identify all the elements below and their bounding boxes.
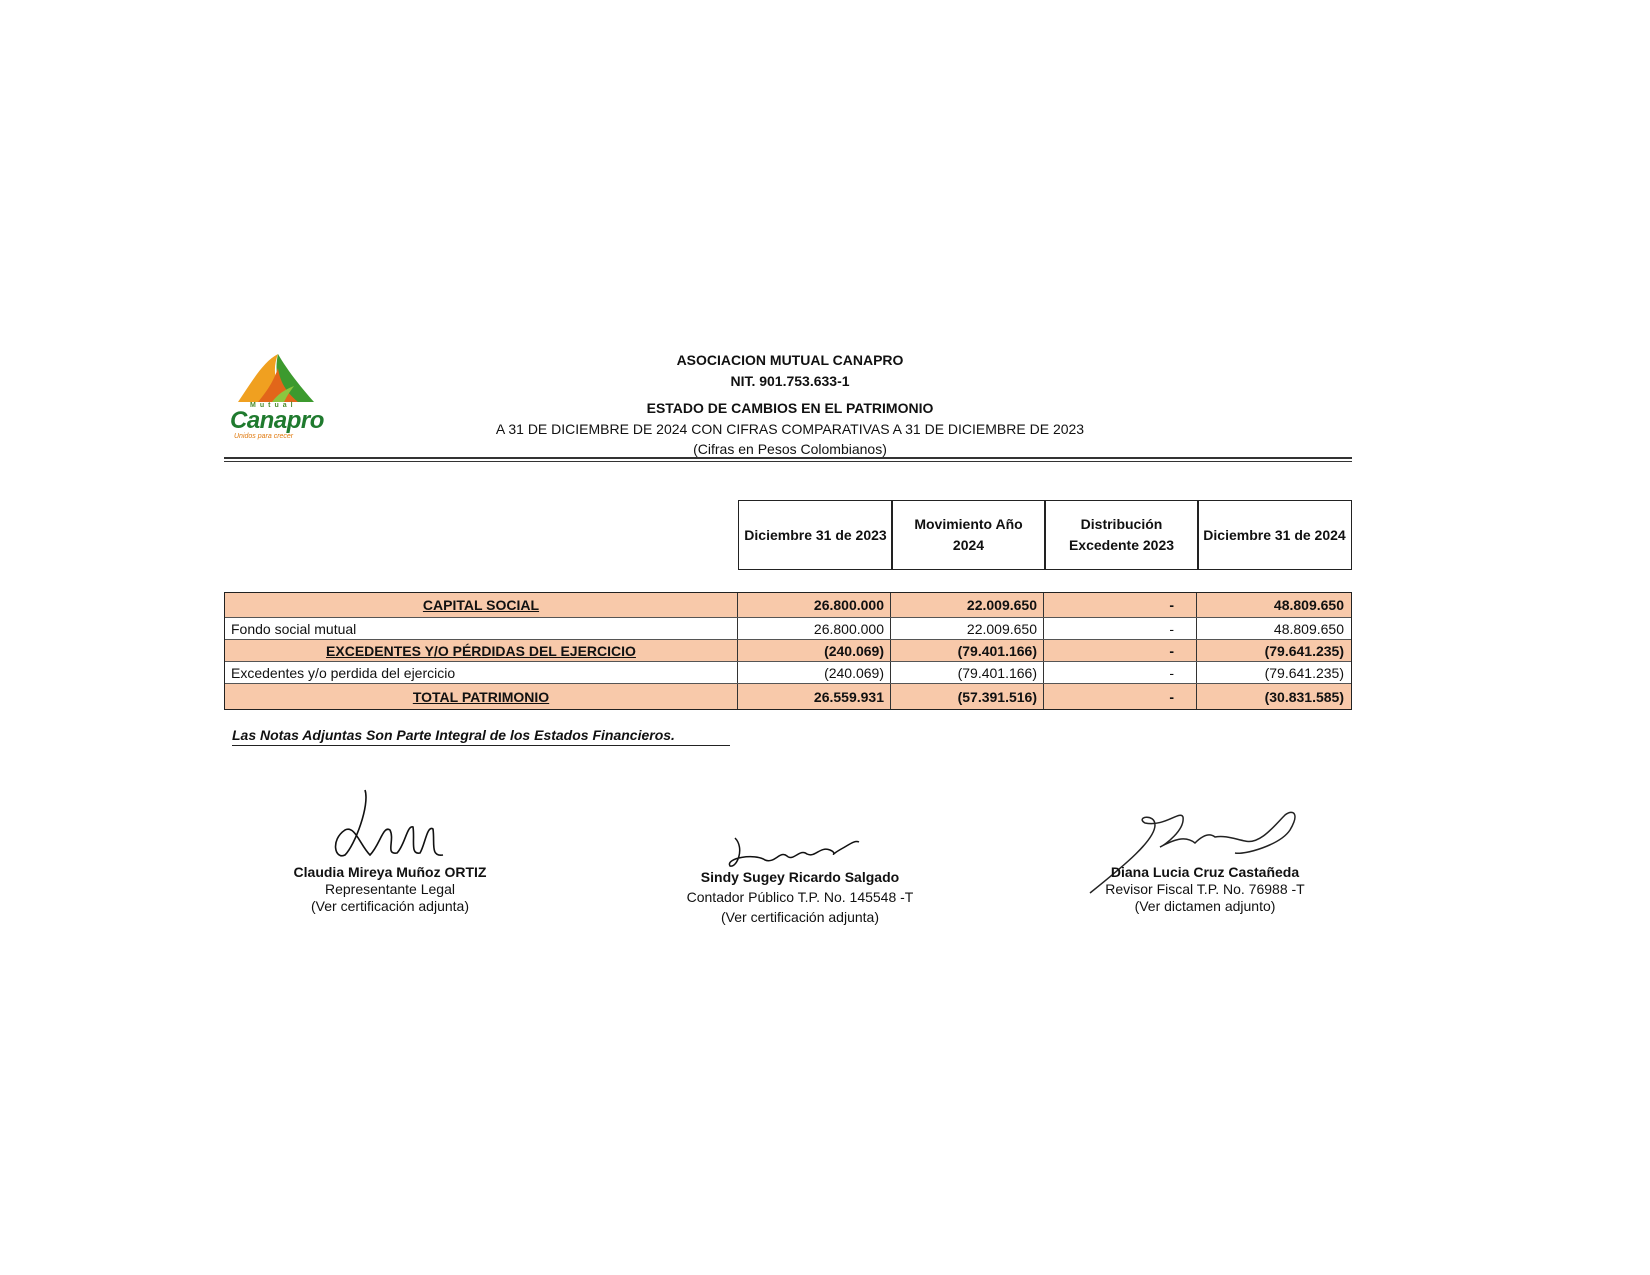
signer-reference: (Ver certificación adjunta) <box>721 909 879 925</box>
entity-name: ASOCIACION MUTUAL CANAPRO <box>676 352 904 368</box>
column-header-line1: Diciembre 31 de 2023 <box>744 526 887 543</box>
column-header-dec-2024 <box>1197 500 1352 570</box>
header-rule <box>224 457 1352 459</box>
value-distribution-2023: - <box>1044 593 1197 617</box>
signer-role: Contador Público T.P. No. 145548 -T <box>686 889 914 905</box>
value-movement-2024: 22.009.650 <box>891 593 1044 617</box>
signer-name: Sindy Sugey Ricardo Salgado <box>700 869 900 885</box>
column-header-movement-2024 <box>891 500 1046 570</box>
table-row-total-patrimonio <box>225 684 1351 709</box>
row-label: Fondo social mutual <box>225 618 738 639</box>
value-dec-2024: (79.641.235) <box>1264 642 1344 659</box>
table-row-fondo-social <box>225 618 1351 640</box>
value-dec-2024: (30.831.585) <box>1264 688 1344 705</box>
table-row-excedentes-header <box>225 640 1351 662</box>
value-dec-2024: 48.809.650 <box>1273 597 1344 613</box>
value-movement-2024: (79.401.166) <box>891 662 1044 683</box>
report-currency: (Cifras en Pesos Colombianos) <box>693 441 887 457</box>
signer-reference: (Ver dictamen adjunto) <box>1134 898 1276 914</box>
value-distribution-2023: - <box>1044 640 1197 661</box>
logo-mutual-text: Mutual <box>250 402 297 409</box>
row-label: EXCEDENTES Y/O PÉRDIDAS DEL EJERCICIO <box>225 640 738 661</box>
signer-reference: (Ver certificación adjunta) <box>311 898 469 914</box>
signature-legal-representative <box>260 864 520 915</box>
report-period: A 31 DE DICIEMBRE DE 2024 CON CIFRAS COMPARATIVAS A 31 DE DICIEMBRE DE 2023 <box>495 421 1085 437</box>
value-distribution-2023: - <box>1044 662 1197 683</box>
footnote: Las Notas Adjuntas Son Parte Integral de los Estados Financieros. <box>232 727 730 746</box>
value-distribution-2023: - <box>1044 618 1197 639</box>
column-header-line2: 2024 <box>952 537 985 553</box>
signature-fiscal-auditor <box>1060 864 1350 915</box>
signer-name: Claudia Mireya Muñoz ORTIZ <box>293 864 487 880</box>
signature-scribble-1 <box>325 785 455 865</box>
table-row-capital-social <box>225 593 1351 618</box>
value-movement-2024: 22.009.650 <box>891 618 1044 639</box>
column-header-line1: Movimiento Año <box>914 516 1023 532</box>
header-rule-thin <box>224 461 1352 462</box>
logo-mountain-icon <box>228 350 328 406</box>
column-header-line1: Diciembre 31 de 2024 <box>1203 526 1346 543</box>
signature-accountant <box>660 867 940 927</box>
report-title: ESTADO DE CAMBIOS EN EL PATRIMONIO <box>646 400 934 416</box>
value-dec-2023: (240.069) <box>738 662 891 683</box>
value-dec-2024: (79.641.235) <box>1264 664 1344 681</box>
column-header-line1: Distribución <box>1080 516 1163 532</box>
signer-role: Revisor Fiscal T.P. No. 76988 -T <box>1105 881 1305 897</box>
value-movement-2024: (79.401.166) <box>891 640 1044 661</box>
value-dec-2023: (240.069) <box>738 640 891 661</box>
logo-slogan-text: Unidos para crecer <box>234 433 294 440</box>
value-dec-2023: 26.800.000 <box>738 618 891 639</box>
row-label: CAPITAL SOCIAL <box>225 593 738 617</box>
row-label: Excedentes y/o perdida del ejercicio <box>225 662 738 683</box>
column-header-line2: Excedente 2023 <box>1068 537 1175 553</box>
column-header-dec-2023 <box>738 500 893 570</box>
canapro-logo <box>228 350 328 442</box>
column-header-distribution-2023 <box>1044 500 1199 570</box>
signer-name: Diana Lucia Cruz Castañeda <box>1110 864 1300 880</box>
signer-role: Representante Legal <box>325 881 455 897</box>
value-movement-2024: (57.391.516) <box>891 684 1044 709</box>
value-dec-2023: 26.559.931 <box>738 684 891 709</box>
entity-nit: NIT. 901.753.633-1 <box>730 373 850 389</box>
value-distribution-2023: - <box>1044 684 1197 709</box>
logo-brand-text: Canapro <box>230 407 324 434</box>
equity-table <box>224 592 1352 710</box>
value-dec-2024: 48.809.650 <box>1273 620 1344 637</box>
row-label: TOTAL PATRIMONIO <box>225 684 738 709</box>
table-row-excedentes <box>225 662 1351 684</box>
value-dec-2023: 26.800.000 <box>738 593 891 617</box>
